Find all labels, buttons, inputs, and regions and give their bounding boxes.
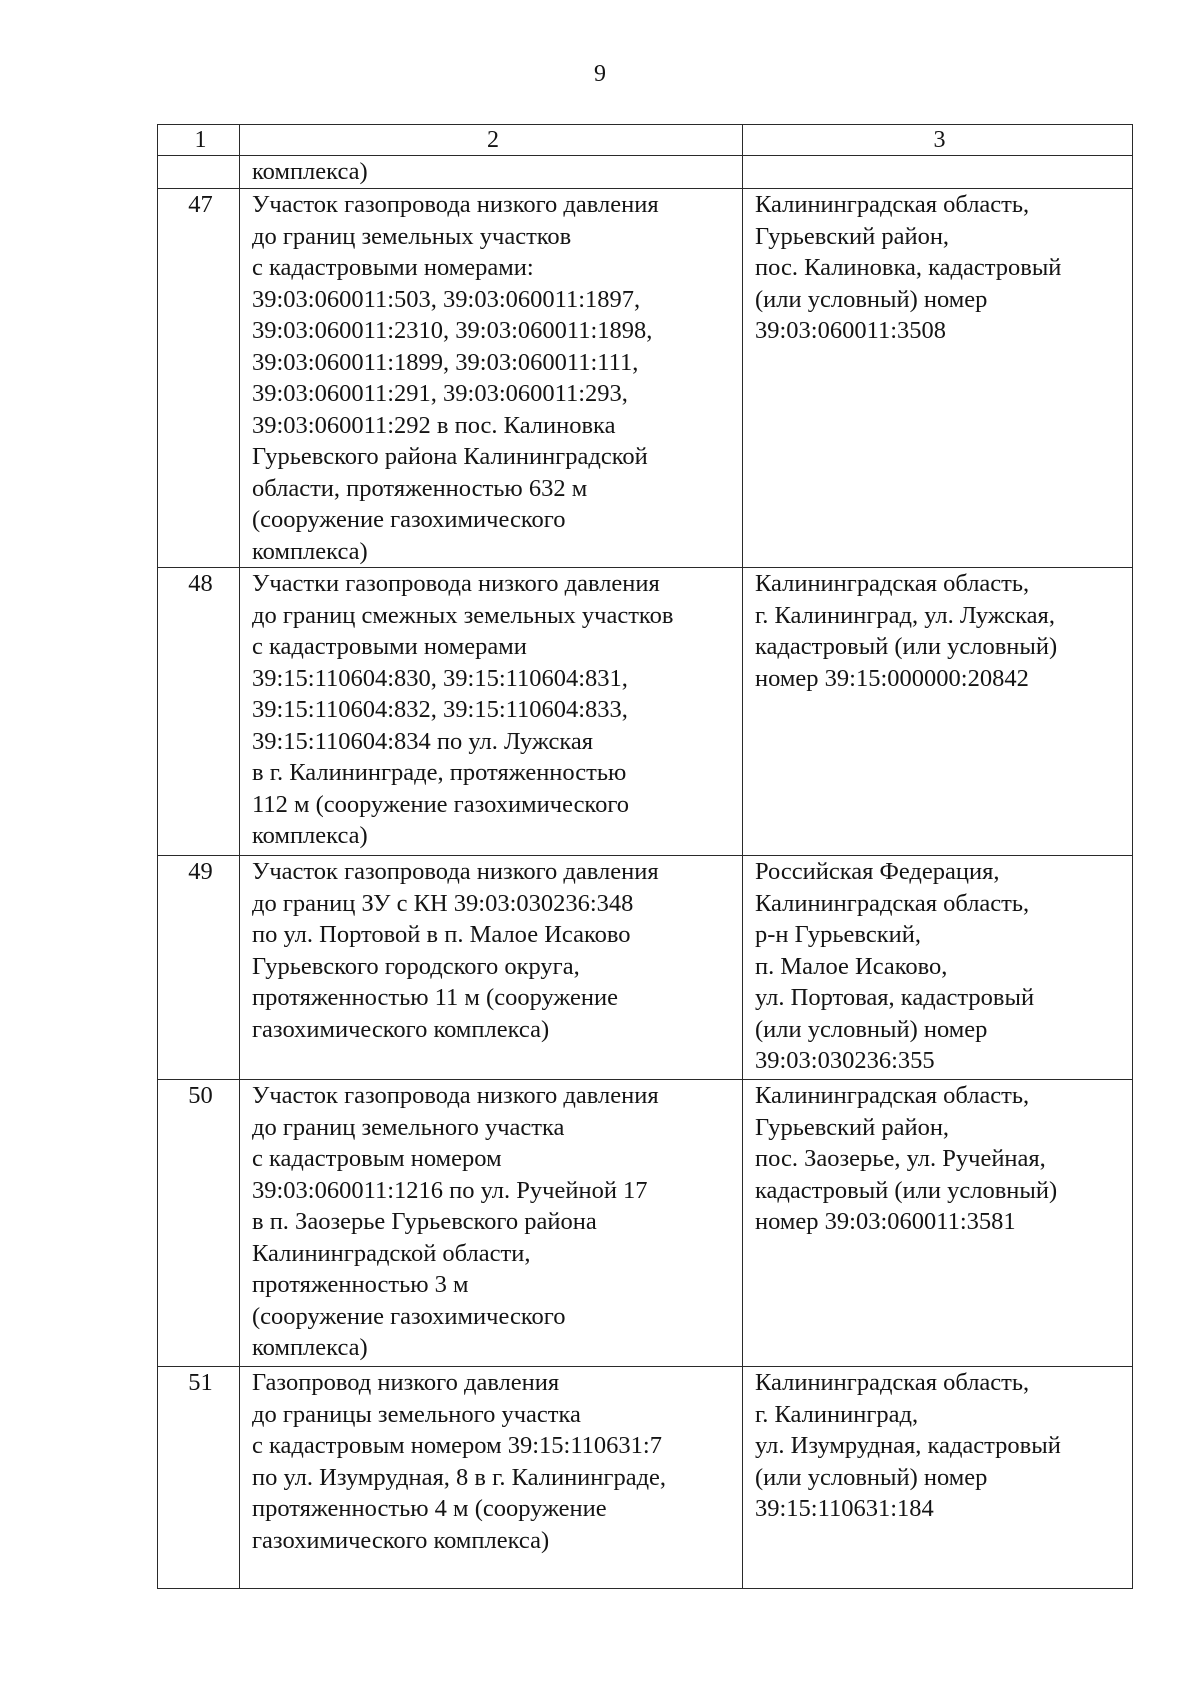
description-line: области, протяженностью 632 м bbox=[252, 474, 588, 502]
address-line: р-н Гурьевский, bbox=[755, 921, 921, 948]
row-description bbox=[240, 189, 743, 568]
description-line: комплекса) bbox=[252, 822, 368, 849]
address-line: (или условный) номер bbox=[755, 285, 988, 313]
description-line: до границ смежных земельных участков bbox=[252, 601, 674, 629]
row-address bbox=[743, 1080, 1133, 1367]
description-line: с кадастровыми номерами bbox=[252, 633, 527, 660]
address-line: 39:15:110631:184 bbox=[755, 1495, 934, 1522]
description-line: Гурьевского района Калининградской bbox=[252, 443, 648, 470]
description-line: 39:03:060011:1899, 39:03:060011:111, bbox=[252, 348, 639, 376]
row-description bbox=[240, 856, 743, 1080]
description-line: Участок газопровода низкого давления bbox=[252, 191, 659, 218]
row-number bbox=[158, 156, 240, 189]
header-col-1: 1 bbox=[158, 125, 240, 156]
row-description bbox=[240, 156, 743, 189]
table-row bbox=[158, 1080, 1133, 1367]
description-line: газохимического комплекса) bbox=[252, 1015, 550, 1043]
description-line: по ул. Изумрудная, 8 в г. Калининграде, bbox=[252, 1463, 667, 1491]
row-description bbox=[240, 1367, 743, 1589]
row-number: 47 bbox=[158, 189, 240, 568]
row-address bbox=[743, 1367, 1133, 1589]
address-line: (или условный) номер bbox=[755, 1015, 988, 1043]
address-line: п. Малое Исаково, bbox=[755, 952, 948, 980]
description-line: комплекса) bbox=[252, 537, 368, 565]
description-line: до границ земельного участка bbox=[252, 1113, 565, 1141]
address-line: (или условный) номер bbox=[755, 1463, 988, 1491]
description-line: комплекса) bbox=[252, 1334, 368, 1361]
row-number: 48 bbox=[158, 568, 240, 856]
address-line: Гурьевский район, bbox=[755, 1113, 950, 1141]
description-line: газохимического комплекса) bbox=[252, 1526, 550, 1554]
description-line: с кадастровым номером 39:15:110631:7 bbox=[252, 1432, 662, 1459]
address-line: Калининградская область, bbox=[755, 191, 1030, 218]
address-line: пос. Заозерье, ул. Ручейная, bbox=[755, 1145, 1046, 1172]
address-line: Российская Федерация, bbox=[755, 858, 1000, 885]
address-line: номер 39:15:000000:20842 bbox=[755, 664, 1029, 692]
address-line: номер 39:03:060011:3581 bbox=[755, 1208, 1016, 1235]
table-row bbox=[158, 189, 1133, 568]
description-line: в п. Заозерье Гурьевского района bbox=[252, 1208, 597, 1235]
description-line: 39:03:060011:2310, 39:03:060011:1898, bbox=[252, 317, 653, 344]
address-line: пос. Калиновка, кадастровый bbox=[755, 254, 1062, 281]
description-line: протяженностью 4 м (сооружение bbox=[252, 1495, 607, 1522]
description-line: (сооружение газохимического bbox=[252, 506, 566, 533]
description-line: до границ земельных участков bbox=[252, 222, 572, 250]
address-line: г. Калининград, bbox=[755, 1400, 919, 1428]
description-line: Участок газопровода низкого давления bbox=[252, 1082, 659, 1109]
address-line: Калининградская область, bbox=[755, 889, 1030, 917]
row-number: 50 bbox=[158, 1080, 240, 1367]
table-row bbox=[158, 156, 1133, 189]
row-number: 51 bbox=[158, 1367, 240, 1589]
row-address bbox=[743, 568, 1133, 856]
table-row bbox=[158, 568, 1133, 856]
description-line: до границы земельного участка bbox=[252, 1400, 581, 1428]
description-line: по ул. Портовой в п. Малое Исаково bbox=[252, 921, 631, 948]
description-line: Гурьевского городского округа, bbox=[252, 952, 580, 980]
description-line: Газопровод низкого давления bbox=[252, 1369, 560, 1396]
description-line: 39:15:110604:830, 39:15:110604:831, bbox=[252, 664, 628, 692]
address-line: Калининградская область, bbox=[755, 1082, 1030, 1109]
address-line: Калининградская область, bbox=[755, 570, 1030, 597]
address-line: кадастровый (или условный) bbox=[755, 1176, 1058, 1204]
description-line: с кадастровыми номерами: bbox=[252, 254, 534, 281]
description-line: 112 м (сооружение газохимического bbox=[252, 790, 630, 818]
page-number: 9 bbox=[594, 61, 606, 87]
description-line: (сооружение газохимического bbox=[252, 1302, 566, 1330]
address-line: ул. Портовая, кадастровый bbox=[755, 984, 1035, 1011]
description-line: Калининградской области, bbox=[252, 1239, 531, 1267]
description-line: Участок газопровода низкого давления bbox=[252, 858, 659, 885]
description-line: 39:03:060011:291, 39:03:060011:293, bbox=[252, 380, 628, 407]
description-line: комплекса) bbox=[252, 158, 368, 185]
row-address bbox=[743, 189, 1133, 568]
table-header-row bbox=[158, 125, 1133, 156]
address-line: ул. Изумрудная, кадастровый bbox=[755, 1432, 1061, 1459]
description-line: 39:03:060011:292 в пос. Калиновка bbox=[252, 411, 616, 439]
table-row bbox=[158, 856, 1133, 1080]
row-address bbox=[743, 856, 1133, 1080]
header-col-2: 2 bbox=[240, 125, 743, 156]
row-description bbox=[240, 568, 743, 856]
description-line: 39:15:110604:832, 39:15:110604:833, bbox=[252, 696, 628, 723]
description-line: в г. Калининграде, протяженностью bbox=[252, 759, 627, 786]
address-line: г. Калининград, ул. Лужская, bbox=[755, 601, 1055, 629]
address-line: Калининградская область, bbox=[755, 1369, 1030, 1396]
description-line: с кадастровым номером bbox=[252, 1145, 502, 1172]
address-line: Гурьевский район, bbox=[755, 222, 950, 250]
property-table bbox=[157, 124, 1133, 1589]
description-line: 39:03:060011:503, 39:03:060011:1897, bbox=[252, 285, 641, 313]
description-line: до границ ЗУ с КН 39:03:030236:348 bbox=[252, 889, 634, 917]
header-col-3: 3 bbox=[743, 125, 1133, 156]
row-address bbox=[743, 156, 1133, 189]
address-line: 39:03:060011:3508 bbox=[755, 317, 947, 344]
address-line: кадастровый (или условный) bbox=[755, 633, 1058, 660]
description-line: протяженностью 3 м bbox=[252, 1271, 469, 1298]
table-row bbox=[158, 1367, 1133, 1589]
row-description bbox=[240, 1080, 743, 1367]
description-line: 39:03:060011:1216 по ул. Ручейной 17 bbox=[252, 1176, 648, 1204]
description-line: Участки газопровода низкого давления bbox=[252, 570, 660, 597]
description-line: протяженностью 11 м (сооружение bbox=[252, 984, 618, 1011]
description-line: 39:15:110604:834 по ул. Лужская bbox=[252, 727, 593, 755]
address-line: 39:03:030236:355 bbox=[755, 1047, 935, 1074]
row-number: 49 bbox=[158, 856, 240, 1080]
